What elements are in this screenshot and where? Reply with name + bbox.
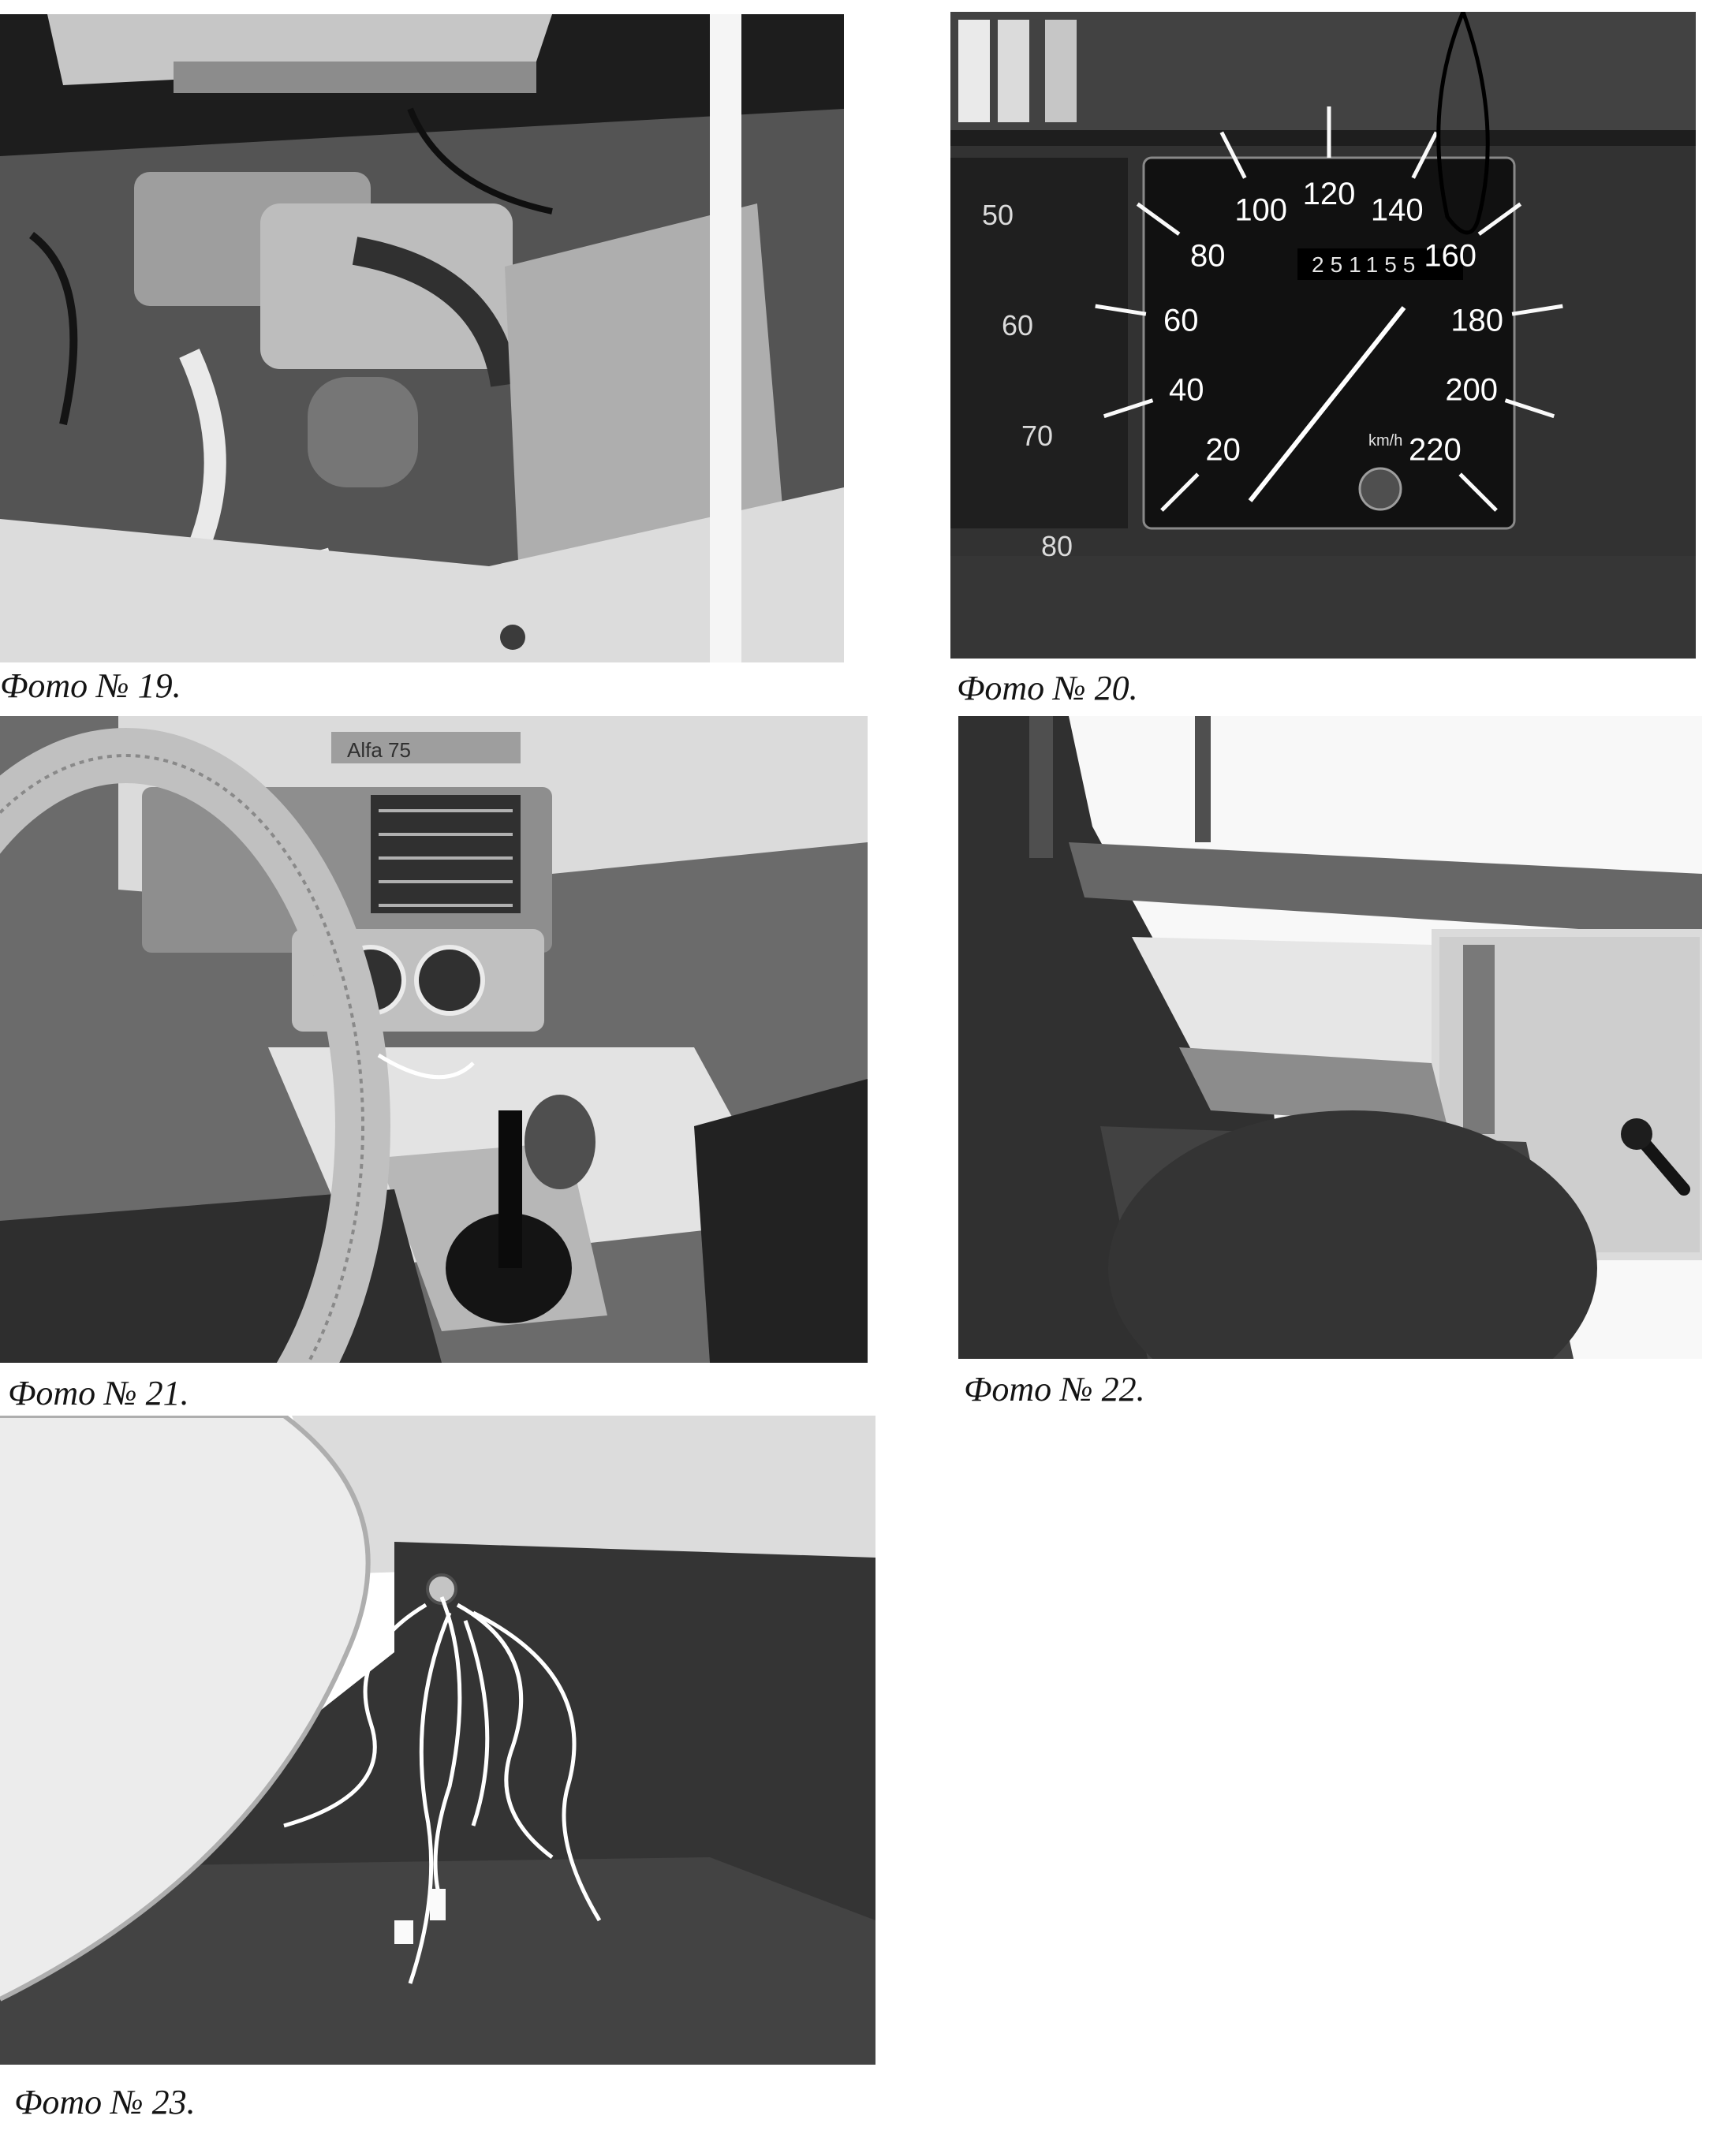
photo-21-caption: Фото № 21. bbox=[8, 1374, 189, 1412]
tachometer-scale-label: 50 bbox=[982, 199, 1014, 231]
photo-23-caption: Фото № 23. bbox=[14, 2083, 196, 2121]
trip-reset-knob bbox=[1360, 468, 1401, 509]
speed-scale-label: 80 bbox=[1190, 238, 1226, 274]
speed-scale-label: 100 bbox=[1234, 192, 1288, 228]
photo-19-engine-bay bbox=[0, 14, 844, 662]
speed-scale-label: 140 bbox=[1370, 192, 1424, 228]
odometer-reading: 251155 bbox=[1312, 252, 1422, 277]
photo-20-speedometer bbox=[950, 12, 1696, 659]
speed-scale-label: 20 bbox=[1205, 432, 1241, 468]
photo-21-interior-dashboard bbox=[0, 716, 868, 1363]
speed-scale-label: 120 bbox=[1302, 177, 1356, 211]
tachometer-scale-label: 80 bbox=[1041, 530, 1073, 562]
photo-22-caption: Фото № 22. bbox=[964, 1370, 1145, 1409]
photo-20-caption: Фото № 20. bbox=[957, 669, 1138, 707]
speed-scale-label: 180 bbox=[1450, 303, 1504, 338]
dashboard-badge: Alfa 75 bbox=[347, 738, 411, 762]
speed-scale-label: 40 bbox=[1169, 372, 1204, 408]
photo-23-wiring-under-seat bbox=[0, 1416, 875, 2065]
speed-scale-label: 160 bbox=[1424, 238, 1477, 274]
photo-19-caption: Фото № 19. bbox=[0, 666, 181, 705]
tachometer-scale-label: 70 bbox=[1021, 420, 1054, 452]
speed-scale-label: 200 bbox=[1445, 372, 1499, 408]
speed-scale-label: 220 bbox=[1409, 432, 1462, 468]
speed-unit-label: km/h bbox=[1368, 432, 1403, 450]
speed-scale-label: 60 bbox=[1163, 303, 1199, 338]
photo-22-door-and-seat bbox=[958, 716, 1702, 1359]
tachometer-scale-label: 60 bbox=[1002, 309, 1034, 341]
